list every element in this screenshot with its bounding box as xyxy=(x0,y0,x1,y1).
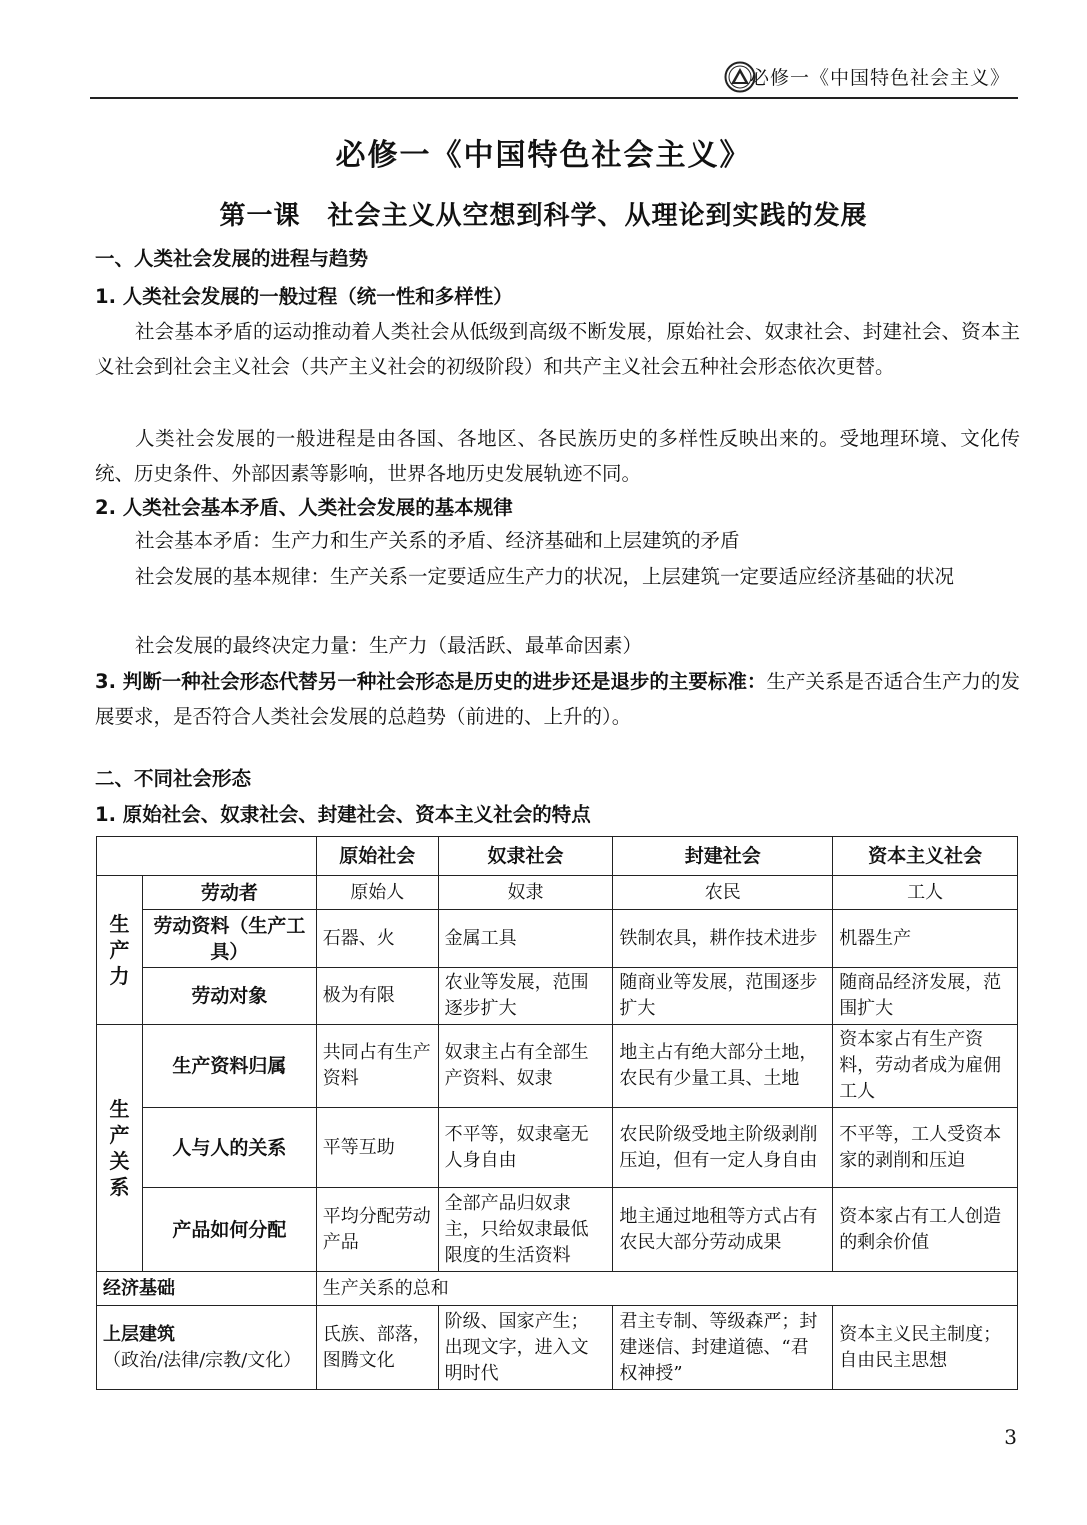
table-cell: 奴隶主占有全部生产资料、奴隶 xyxy=(438,1025,613,1108)
table-cell: 随商品经济发展，范围扩大 xyxy=(833,968,1018,1025)
table-cell: 铁制农具，耕作技术进步 xyxy=(613,910,833,968)
table-cell: 阶级、国家产生；出现文字，进入文明时代 xyxy=(438,1306,613,1390)
section1-sub3-text: 生产关系是否适合生产力的发展要求，是否符合人类社会发展的总趋势（前进的、上升的）。 xyxy=(95,670,1020,728)
table-row xyxy=(97,1188,1018,1272)
table-cell: 随商业等发展，范围逐步扩大 xyxy=(613,968,833,1025)
superstructure-label xyxy=(97,1306,317,1390)
section1-sub3 xyxy=(95,664,1020,734)
table-cell: 机器生产 xyxy=(833,910,1018,968)
table-cell: 资本家占有生产资料，劳动者成为雇佣工人 xyxy=(833,1025,1018,1108)
section1-sub2: 2. 人类社会基本矛盾、人类社会发展的基本规律 xyxy=(95,496,513,519)
row-label: 上层建筑 xyxy=(103,1323,175,1345)
table-row xyxy=(97,1108,1018,1188)
page-title: 必修一《中国特色社会主义》 xyxy=(335,138,752,173)
group-productivity: 生产力 xyxy=(97,876,143,1025)
section2-sub1: 1. 原始社会、奴隶社会、封建社会、资本主义社会的特点 xyxy=(95,803,591,826)
table-cell: 不平等，工人受资本家的剥削和压迫 xyxy=(833,1108,1018,1188)
col-header: 资本主义社会 xyxy=(833,837,1018,876)
group-relations: 生产关系 xyxy=(97,1025,143,1272)
section1-p3: 社会基本矛盾：生产力和生产关系的矛盾、经济基础和上层建筑的矛盾 xyxy=(135,529,740,552)
table-cell: 平等互助 xyxy=(316,1108,438,1188)
table-cell: 农民 xyxy=(613,876,833,910)
section1-sub1: 1. 人类社会发展的一般过程（统一性和多样性） xyxy=(95,285,513,308)
table-cell: 农业等发展，范围逐步扩大 xyxy=(438,968,613,1025)
section1-p1: 社会基本矛盾的运动推动着人类社会从低级到高级不断发展，原始社会、奴隶社会、封建社会、资本主义社会到社会主义社会（共产主义社会的初级阶段）和共产主义社会五种社会形态依次更替。 xyxy=(95,320,1020,378)
table-cell: 奴隶 xyxy=(438,876,613,910)
table-row xyxy=(97,876,1018,910)
table-row xyxy=(97,1025,1018,1108)
table-cell: 全部产品归奴隶主，只给奴隶最低限度的生活资料 xyxy=(438,1188,613,1272)
running-title: 必修一《中国特色社会主义》 xyxy=(749,67,1010,89)
col-header: 原始社会 xyxy=(316,837,438,876)
lesson-title: 第一课 社会主义从空想到科学、从理论到实践的发展 xyxy=(219,201,868,231)
section1-heading: 一、人类社会发展的进程与趋势 xyxy=(95,247,369,270)
table-header-row xyxy=(97,837,1018,876)
section1-p4: 社会发展的基本规律：生产关系一定要适应生产力的状况，上层建筑一定要适应经济基础的状况 xyxy=(135,565,955,588)
section1-p5: 社会发展的最终决定力量：生产力（最活跃、最革命因素） xyxy=(135,634,643,657)
row-label: 生产资料归属 xyxy=(142,1025,316,1108)
section1-p2: 人类社会发展的一般进程是由各国、各地区、各民族历史的多样性反映出来的。受地理环境、文化传统、历史条件、外部因素等影响，世界各地历史发展轨迹不同。 xyxy=(95,427,1020,485)
section1-sub3-label: 3. 判断一种社会形态代替另一种社会形态是历史的进步还是退步的主要标准： xyxy=(95,670,767,693)
table-cell: 共同占有生产资料 xyxy=(316,1025,438,1108)
row-label: 劳动对象 xyxy=(142,968,316,1025)
running-header xyxy=(90,55,1018,99)
table-row xyxy=(97,1272,1018,1306)
table-cell: 君主专制、等级森严；封建迷信、封建道德、“君权神授” xyxy=(613,1306,833,1390)
table-cell: 石器、火 xyxy=(316,910,438,968)
table-cell: 生产关系的总和 xyxy=(316,1272,1017,1306)
table-cell: 平均分配劳动产品 xyxy=(316,1188,438,1272)
table-cell: 地主通过地租等方式占有农民大部分劳动成果 xyxy=(613,1188,833,1272)
table-cell: 资本主义民主制度；自由民主思想 xyxy=(833,1306,1018,1390)
page-number: 3 xyxy=(1004,1425,1017,1449)
col-header: 奴隶社会 xyxy=(438,837,613,876)
table-cell: 地主占有绝大部分土地，农民有少量工具、土地 xyxy=(613,1025,833,1108)
table-cell: 原始人 xyxy=(316,876,438,910)
table-row xyxy=(97,910,1018,968)
row-label: 劳动资料（生产工具） xyxy=(142,910,316,968)
table-cell: 不平等，奴隶毫无人身自由 xyxy=(438,1108,613,1188)
table-row xyxy=(97,968,1018,1025)
row-label-note: （政治/法律/宗教/文化） xyxy=(103,1349,302,1371)
table-cell: 氏族、部落，图腾文化 xyxy=(316,1306,438,1390)
table-cell: 金属工具 xyxy=(438,910,613,968)
table-row xyxy=(97,1306,1018,1390)
table-cell: 工人 xyxy=(833,876,1018,910)
table-cell: 农民阶级受地主阶级剥削压迫，但有一定人身自由 xyxy=(613,1108,833,1188)
section2-heading: 二、不同社会形态 xyxy=(95,767,252,790)
table-cell: 资本家占有工人创造的剩余价值 xyxy=(833,1188,1018,1272)
row-label: 产品如何分配 xyxy=(142,1188,316,1272)
row-label: 人与人的关系 xyxy=(142,1108,316,1188)
table-cell: 极为有限 xyxy=(316,968,438,1025)
col-header: 封建社会 xyxy=(613,837,833,876)
row-label: 经济基础 xyxy=(97,1272,317,1306)
row-label: 劳动者 xyxy=(142,876,316,910)
society-comparison-table xyxy=(96,836,1018,1390)
table-corner xyxy=(97,837,317,876)
